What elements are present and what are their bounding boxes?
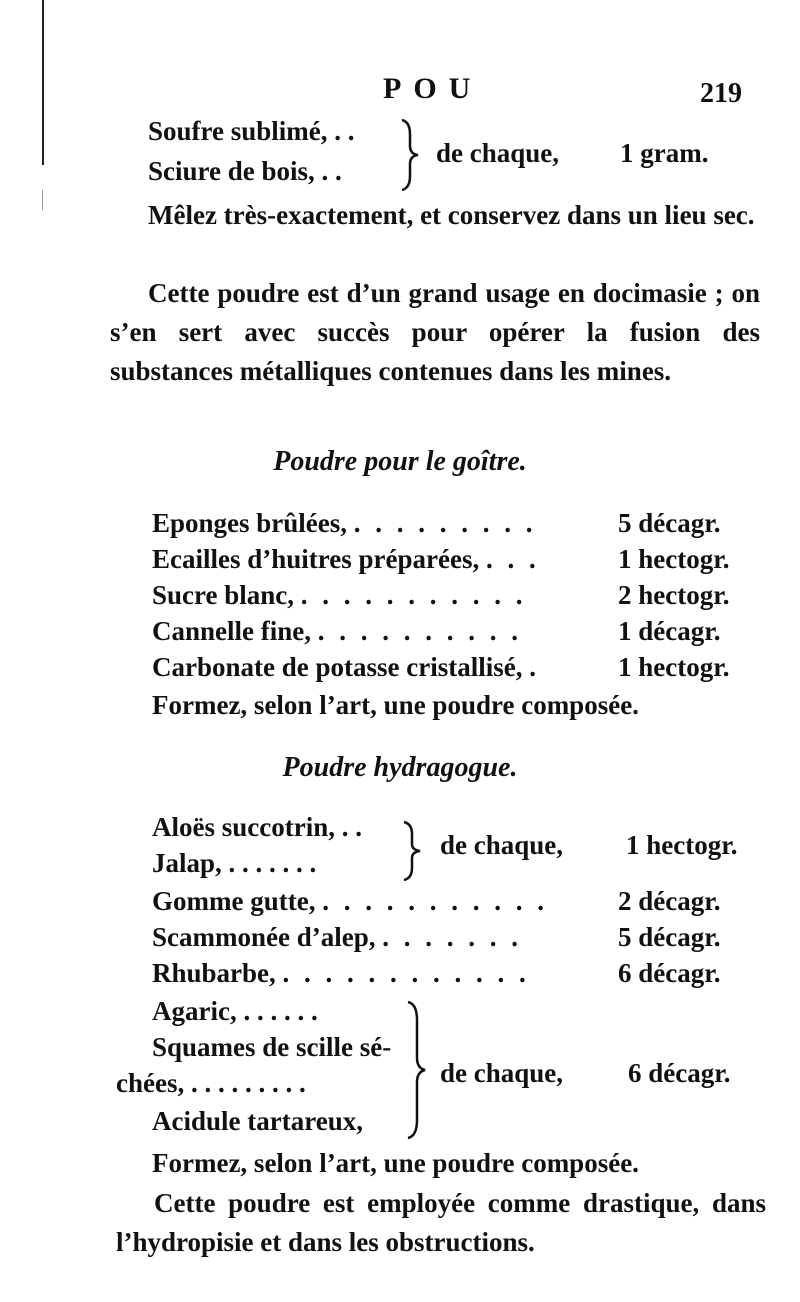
ingredient-qty: 1 hectogr.: [618, 652, 730, 682]
running-header: [0, 72, 800, 112]
section-heading-goitre: Poudre pour le goître.: [273, 446, 527, 477]
ingredient-aloes: Aloës succotrin, . .: [152, 812, 362, 842]
ingredient-row: Sucre blanc, . . . . . . . . . . .: [152, 580, 527, 610]
ingredient-sciure: Sciure de bois, . .: [148, 156, 342, 186]
ingredient-row: Rhubarbe, . . . . . . . . . . . .: [152, 958, 530, 988]
ingredient-squames-cont: chées, . . . . . . . . .: [116, 1068, 306, 1098]
ingredient-qty: 1 décagr.: [618, 616, 721, 646]
ingredient-row: Cannelle fine, . . . . . . . . . .: [152, 616, 522, 646]
group-note: de chaque,: [436, 138, 560, 168]
ingredient-row: Scammonée d’alep, . . . . . . .: [152, 922, 522, 952]
brace-group2: [404, 1000, 428, 1140]
closing-line: Formez, selon l’art, une poudre composée.: [152, 690, 639, 720]
margin-mark: [42, 190, 43, 210]
ingredient-qty: 2 décagr.: [618, 886, 721, 916]
brace-group1: [400, 820, 422, 882]
ingredient-agaric: Agaric, . . . . . .: [152, 996, 318, 1026]
ingredient-squames: Squames de scille sé-: [152, 1032, 392, 1062]
ingredient-acidule: Acidule tartareux,: [152, 1106, 363, 1136]
paragraph-usage: Cette poudre est d’un grand usage en docimasie ; on s’en sert avec succès pour opérer la fusion des substances métalliques contenues dans les mines.: [110, 278, 760, 386]
ingredient-row: Eponges brûlées, . . . . . . . . .: [152, 508, 537, 538]
ingredient-row: Gomme gutte, . . . . . . . . . . .: [152, 886, 548, 916]
paragraph-melez: Mêlez très-exactement, et conservez dans un lieu sec.: [148, 200, 755, 230]
ingredient-row: Carbonate de potasse cristallisé, .: [152, 652, 540, 682]
closing-line: Formez, selon l’art, une poudre composée.: [152, 1148, 639, 1178]
ingredient-qty: 6 décagr.: [618, 958, 721, 988]
ingredient-qty: 1 hectogr.: [618, 544, 730, 574]
section-heading-hydragogue: Poudre hydragogue.: [282, 752, 518, 783]
paragraph-drastique: Cette poudre est employée comme drastique, dans l’hydropisie et dans les obstructions.: [116, 1188, 766, 1257]
group-qty: 1 gram.: [620, 138, 709, 168]
running-title: POU: [383, 72, 483, 105]
ingredient-soufre: Soufre sublimé, . .: [148, 116, 355, 146]
brace-top: [398, 118, 420, 192]
ingredient-qty: 5 décagr.: [618, 508, 721, 538]
group-note: de chaque,: [440, 1058, 564, 1088]
page-number: 219: [700, 78, 742, 109]
group-qty: 6 décagr.: [628, 1058, 731, 1088]
ingredient-row: Ecailles d’huitres préparées, . . .: [152, 544, 540, 574]
group-qty: 1 hectogr.: [626, 830, 738, 860]
ingredient-qty: 5 décagr.: [618, 922, 721, 952]
ingredient-jalap: Jalap, . . . . . . .: [152, 848, 317, 878]
group-note: de chaque,: [440, 830, 564, 860]
ingredient-qty: 2 hectogr.: [618, 580, 730, 610]
